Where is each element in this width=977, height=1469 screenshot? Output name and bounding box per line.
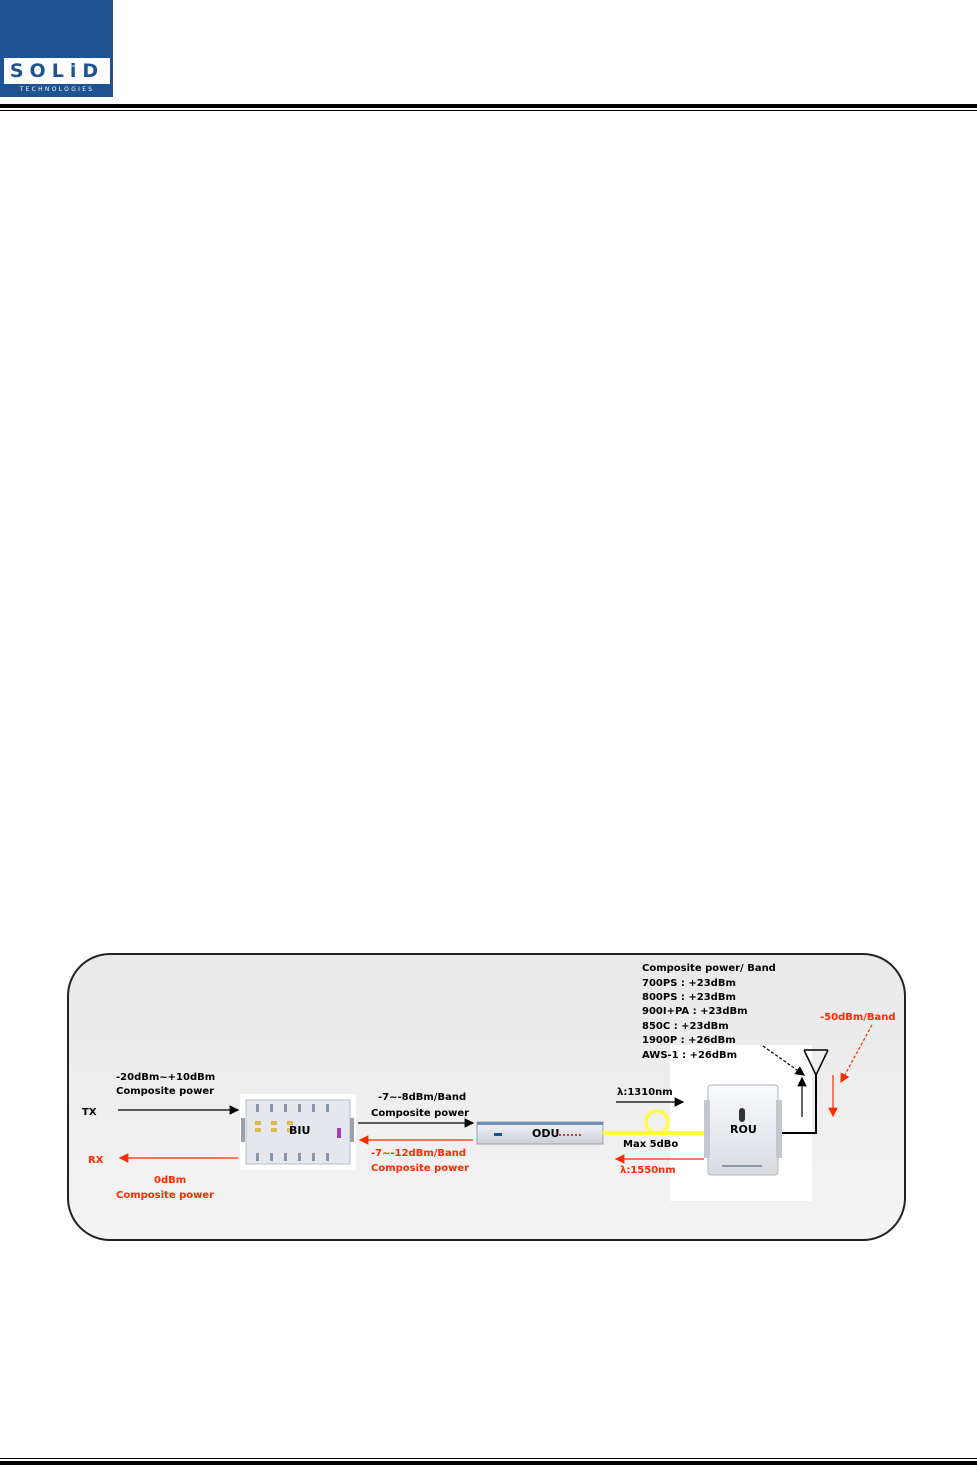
tx-level: -20dBm~+10dBm (116, 1072, 216, 1083)
logo-subtitle: TECHNOLOGIES (19, 86, 95, 93)
rou-output-band-2: 800PS : +23dBm (642, 992, 736, 1003)
rou-label: ROU (730, 1123, 757, 1136)
tx-power: Composite power (116, 1086, 215, 1097)
biu-label: BIU (289, 1124, 311, 1137)
header-rule-thick (0, 104, 977, 108)
signal-level-diagram (60, 950, 910, 1245)
logo-brand: SOLiD (4, 58, 110, 84)
biu-odu-dl-power: Composite power (371, 1108, 470, 1119)
rou-output-band-4: 850C : +23dBm (642, 1021, 729, 1032)
biu-odu-dl-level: -7~-8dBm/Band (378, 1092, 467, 1103)
rou-output-band-1: 700PS : +23dBm (642, 978, 736, 989)
wavelength-ul-label: λ:1550nm (620, 1165, 676, 1176)
tx-label: TX (82, 1107, 97, 1118)
rou-output-band-6: AWS-1 : +26dBm (642, 1050, 738, 1061)
biu-odu-ul-power: Composite power (371, 1163, 470, 1174)
rx-input-level: -50dBm/Band (820, 1012, 896, 1023)
footer-rule-thin (0, 1458, 977, 1459)
header-rule-thin (0, 110, 977, 111)
optical-loss-label: Max 5dBo (623, 1139, 679, 1150)
odu-label: ODU (532, 1127, 560, 1140)
footer-rule-thick (0, 1461, 977, 1465)
rou-output-band-3: 900I+PA : +23dBm (642, 1006, 748, 1017)
rx-label: RX (88, 1155, 104, 1166)
biu-odu-ul-level: -7~-12dBm/Band (371, 1148, 467, 1159)
company-logo (0, 0, 113, 97)
wavelength-dl-label: λ:1310nm (617, 1087, 673, 1098)
rx-level: 0dBm (154, 1175, 187, 1186)
rou-output-band-5: 1900P : +26dBm (642, 1035, 736, 1046)
rou-output-title: Composite power/ Band (642, 963, 776, 974)
rx-power: Composite power (116, 1190, 215, 1201)
